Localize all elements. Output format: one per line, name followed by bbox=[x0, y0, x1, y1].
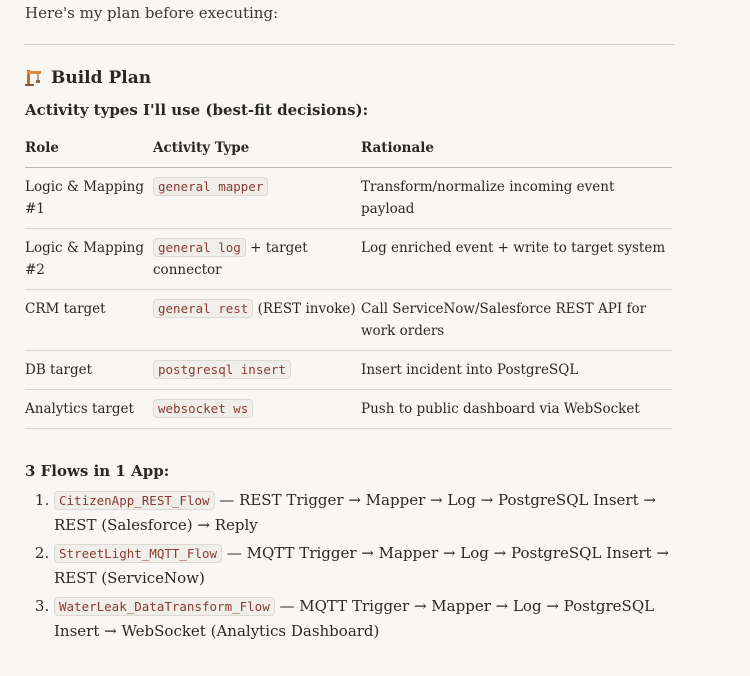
activity-code: general rest bbox=[153, 299, 253, 318]
activity-code: general log bbox=[153, 238, 246, 257]
rationale-cell: Insert incident into PostgreSQL bbox=[361, 351, 672, 390]
list-item bbox=[54, 594, 684, 644]
activity-code: general mapper bbox=[153, 177, 268, 196]
activity-type-cell bbox=[153, 351, 361, 390]
build-plan-heading bbox=[25, 68, 151, 88]
list-item bbox=[54, 488, 684, 538]
list-item bbox=[54, 541, 684, 591]
flow-name-code: WaterLeak_DataTransform_Flow bbox=[54, 597, 275, 616]
activity-suffix: (REST invoke) bbox=[257, 301, 356, 317]
table-row bbox=[25, 390, 672, 429]
activity-code: postgresql insert bbox=[153, 360, 291, 379]
activity-type-cell bbox=[153, 390, 361, 429]
column-header-role: Role bbox=[25, 132, 153, 168]
table-header-row bbox=[25, 132, 672, 168]
activity-type-cell bbox=[153, 229, 361, 290]
activity-type-cell bbox=[153, 168, 361, 229]
role-cell: DB target bbox=[25, 351, 153, 390]
intro-text: Here's my plan before executing: bbox=[25, 4, 279, 22]
column-header-rationale: Rationale bbox=[361, 132, 672, 168]
activity-heading: Activity types I'll use (best-fit decisions): bbox=[25, 101, 369, 119]
role-cell: Analytics target bbox=[25, 390, 153, 429]
rationale-cell: Push to public dashboard via WebSocket bbox=[361, 390, 672, 429]
rationale-cell: Call ServiceNow/Salesforce REST API for work orders bbox=[361, 290, 672, 351]
role-cell: Logic & Mapping #1 bbox=[25, 168, 153, 229]
flow-description: — MQTT Trigger → Mapper → Log → PostgreSQL Insert → REST (ServiceNow) bbox=[54, 544, 669, 587]
crane-icon bbox=[25, 69, 43, 87]
role-cell: CRM target bbox=[25, 290, 153, 351]
table-row bbox=[25, 168, 672, 229]
activity-suffix: + target connector bbox=[153, 240, 308, 278]
role-cell: Logic & Mapping #2 bbox=[25, 229, 153, 290]
table-row bbox=[25, 351, 672, 390]
build-plan-title: Build Plan bbox=[51, 68, 152, 88]
flow-name-code: CitizenApp_REST_Flow bbox=[54, 491, 215, 510]
rationale-cell: Transform/normalize incoming event payload bbox=[361, 168, 672, 229]
table-row bbox=[25, 290, 672, 351]
activity-table bbox=[25, 132, 672, 429]
table-row bbox=[25, 229, 672, 290]
flow-description: — MQTT Trigger → Mapper → Log → PostgreSQL Insert → WebSocket (Analytics Dashboard) bbox=[54, 597, 655, 640]
divider bbox=[24, 44, 674, 45]
flow-description: — REST Trigger → Mapper → Log → PostgreSQL Insert → REST (Salesforce) → Reply bbox=[54, 491, 656, 534]
activity-type-cell bbox=[153, 290, 361, 351]
rationale-cell: Log enriched event + write to target system bbox=[361, 229, 672, 290]
flow-name-code: StreetLight_MQTT_Flow bbox=[54, 544, 222, 563]
activity-code: websocket ws bbox=[153, 399, 253, 418]
flows-heading: 3 Flows in 1 App: bbox=[25, 462, 170, 480]
flows-list bbox=[25, 488, 684, 647]
column-header-activity-type: Activity Type bbox=[153, 132, 361, 168]
